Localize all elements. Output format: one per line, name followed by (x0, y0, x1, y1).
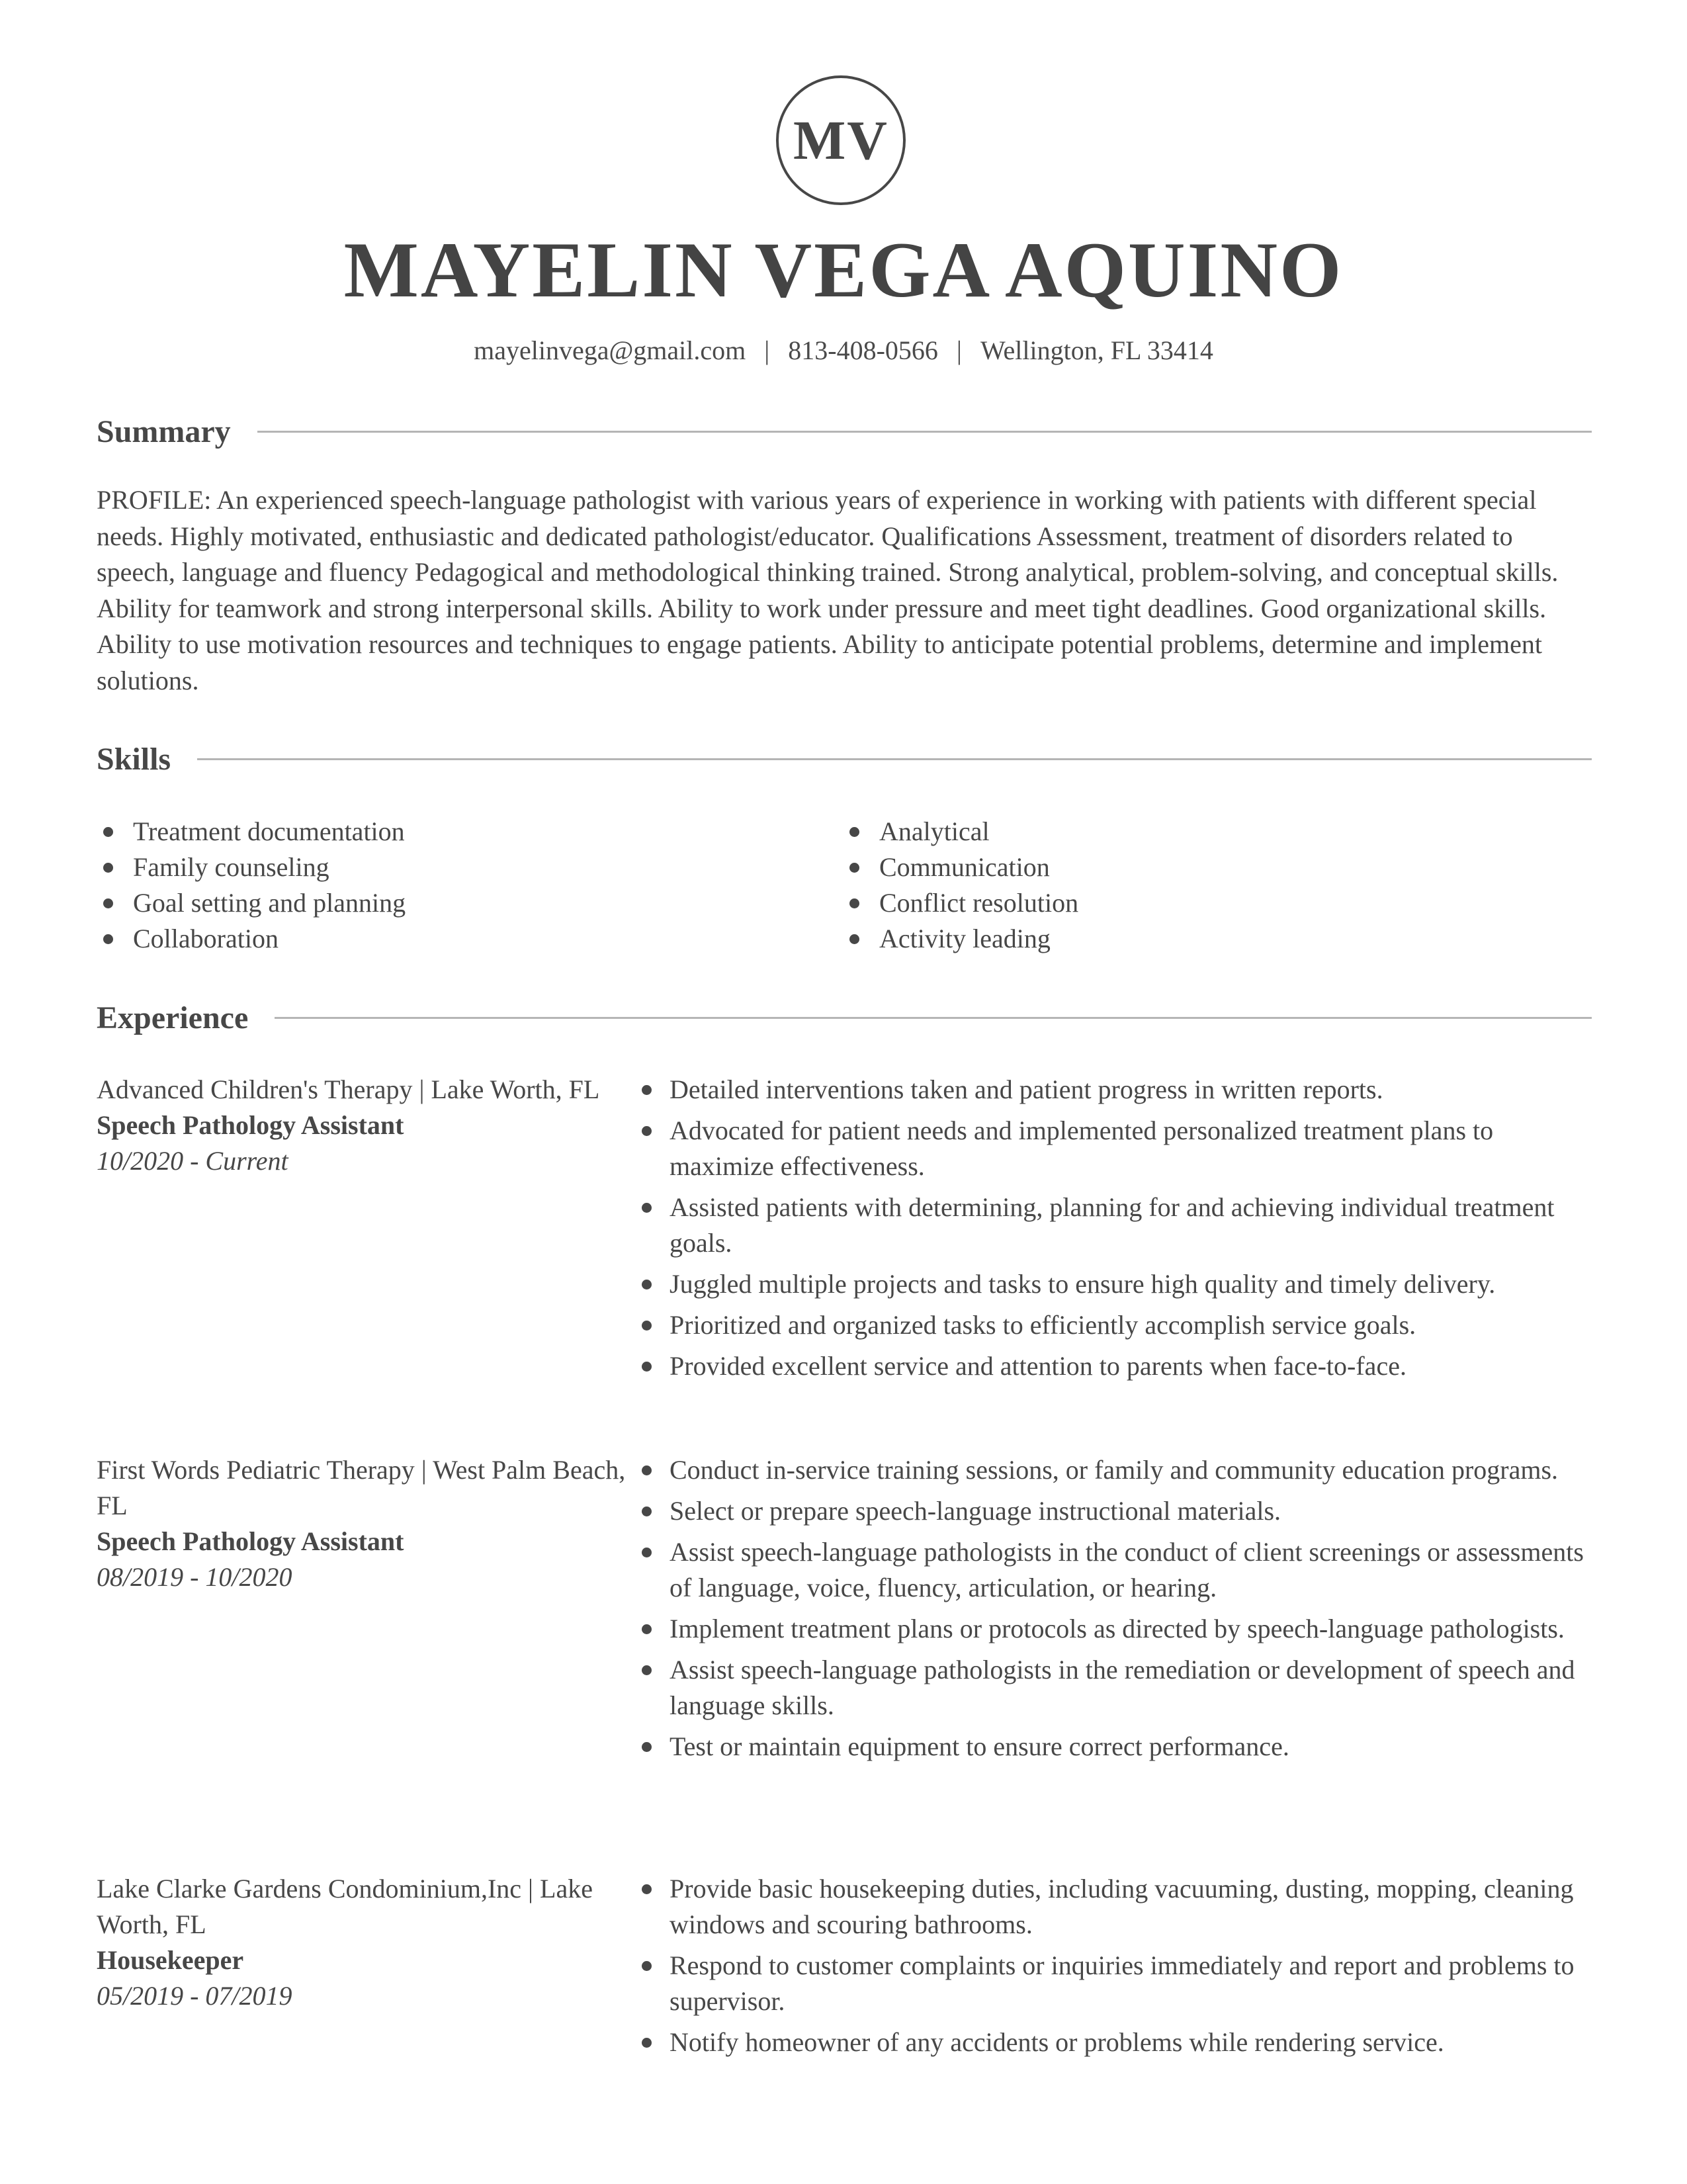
bullet-dot (642, 1203, 652, 1213)
skill-item (843, 814, 1078, 850)
section-divider (197, 758, 1592, 760)
bullet-dot (642, 1624, 652, 1634)
job-bullet (632, 1072, 1592, 1108)
bullet-dot (849, 863, 859, 873)
skill-label: Treatment documentation (133, 816, 405, 846)
skill-item (97, 850, 406, 885)
skill-label: Goal setting and planning (133, 888, 406, 918)
experience-heading: Experience (97, 1000, 249, 1035)
job-bullet (632, 2025, 1592, 2060)
job-bullet (632, 1190, 1592, 1261)
job-company: Advanced Children's Therapy | Lake Worth, FL (97, 1074, 600, 1104)
contact-email: mayelinvega@gmail.com (474, 335, 746, 365)
bullet-dot (642, 1742, 652, 1752)
skill-label: Communication (879, 852, 1050, 882)
bullet-text: Test or maintain equipment to ensure correct performance. (670, 1731, 1289, 1761)
bullet-dot (849, 898, 859, 908)
skill-label: Collaboration (133, 924, 279, 953)
job-bullet (632, 1652, 1592, 1724)
job-bullet (632, 1534, 1592, 1606)
job-details (97, 1452, 626, 1595)
bullet-text: Assisted patients with determining, planning for and achieving individual treatment goals. (670, 1192, 1555, 1258)
monogram-badge: MV (776, 75, 906, 205)
job-bullets (632, 1072, 1592, 1389)
job-company: Lake Clarke Gardens Condominium,Inc | Lake Worth, FL (97, 1874, 593, 1939)
job-bullet (632, 1611, 1592, 1647)
job-title: Speech Pathology Assistant (97, 1526, 404, 1556)
bullet-text: Select or prepare speech-language instructional materials. (670, 1496, 1281, 1526)
contact-separator: | (764, 335, 770, 365)
summary-heading: Summary (97, 414, 231, 449)
bullet-text: Implement treatment plans or protocols as directed by speech-language pathologists. (670, 1614, 1565, 1643)
bullet-dot (642, 1465, 652, 1475)
bullet-text: Assist speech-language pathologists in the conduct of client screenings or assessments of language, voice, fluency, articulation, or hearing. (670, 1537, 1584, 1602)
summary-text: PROFILE: An experienced speech-language pathologist with various years of experience in working with patients with different special needs. Highly motivated, enthusiastic and dedicated pathologist/educator. Qualifications Assessment, treatment of disorders related to speech, language and fluency Pedagogical and methodological thinking trained. Strong analytical, problem-solving, and conceptual skills. Ability for teamwork and strong interpersonal skills. Ability to work under pressure and meet tight deadlines. Good organizational skills. Ability to use motivation resources and techniques to engage patients. Ability to anticipate potential problems, determine and implement solutions. (97, 485, 1559, 695)
contact-line (0, 332, 1687, 369)
job-bullet (632, 1493, 1592, 1529)
skill-item (97, 885, 406, 921)
job-bullet (632, 1348, 1592, 1384)
skill-item (97, 814, 406, 850)
job-title: Speech Pathology Assistant (97, 1110, 404, 1140)
skill-label: Conflict resolution (879, 888, 1079, 918)
job-bullet (632, 1729, 1592, 1765)
job-bullet (632, 1871, 1592, 1943)
skill-label: Family counseling (133, 852, 329, 882)
bullet-text: Juggled multiple projects and tasks to ensure high quality and timely delivery. (670, 1269, 1496, 1299)
bullet-dot (642, 2038, 652, 2048)
bullet-dot (642, 1961, 652, 1971)
bullet-text: Respond to customer complaints or inquiries immediately and report and problems to supervisor. (670, 1950, 1575, 2016)
skill-item (843, 921, 1078, 957)
skill-item (843, 850, 1078, 885)
contact-separator: | (956, 335, 962, 365)
job-bullet (632, 1948, 1592, 2019)
bullet-dot (849, 934, 859, 944)
bullet-text: Prioritized and organized tasks to efficiently accomplish service goals. (670, 1310, 1416, 1340)
job-bullet (632, 1452, 1592, 1488)
job-bullet (632, 1307, 1592, 1343)
bullet-text: Detailed interventions taken and patient progress in written reports. (670, 1074, 1383, 1104)
skill-item (843, 885, 1078, 921)
bullet-dot (642, 1280, 652, 1289)
contact-location: Wellington, FL 33414 (980, 335, 1213, 365)
bullet-dot (103, 898, 113, 908)
bullet-dot (642, 1665, 652, 1675)
bullet-dot (642, 1884, 652, 1894)
bullet-dot (642, 1126, 652, 1136)
skills-list-right (843, 814, 1078, 957)
bullet-text: Provided excellent service and attention to parents when face-to-face. (670, 1351, 1406, 1381)
bullet-dot (849, 827, 859, 837)
summary-section-header (97, 408, 1592, 455)
job-bullets (632, 1871, 1592, 2066)
bullet-text: Provide basic housekeeping duties, including vacuuming, dusting, mopping, cleaning windows and scouring bathrooms. (670, 1874, 1574, 1939)
bullet-dot (642, 1507, 652, 1516)
job-bullet (632, 1113, 1592, 1184)
bullet-dot (642, 1548, 652, 1557)
bullet-dot (642, 1321, 652, 1331)
skill-label: Activity leading (879, 924, 1051, 953)
job-title: Housekeeper (97, 1945, 244, 1975)
job-details (97, 1871, 626, 2014)
job-details (97, 1072, 626, 1179)
section-divider (257, 431, 1592, 433)
skills-heading: Skills (97, 741, 171, 777)
bullet-text: Conduct in-service training sessions, or family and community education programs. (670, 1455, 1559, 1485)
job-dates: 10/2020 - Current (97, 1146, 288, 1176)
bullet-dot (642, 1362, 652, 1372)
bullet-text: Notify homeowner of any accidents or problems while rendering service. (670, 2027, 1444, 2057)
bullet-dot (103, 827, 113, 837)
section-divider (275, 1017, 1592, 1019)
job-dates: 08/2019 - 10/2020 (97, 1562, 292, 1592)
job-bullets (632, 1452, 1592, 1770)
contact-phone: 813-408-0566 (788, 335, 938, 365)
bullet-text: Assist speech-language pathologists in the remediation or development of speech and language skills. (670, 1655, 1575, 1720)
bullet-dot (642, 1085, 652, 1095)
skill-label: Analytical (879, 816, 990, 846)
skill-item (97, 921, 406, 957)
job-bullet (632, 1266, 1592, 1302)
bullet-dot (103, 863, 113, 873)
bullet-text: Advocated for patient needs and implemented personalized treatment plans to maximize effectiveness. (670, 1115, 1494, 1181)
skills-list-left (97, 814, 406, 957)
job-dates: 05/2019 - 07/2019 (97, 1981, 292, 2011)
experience-section-header (97, 994, 1592, 1041)
skills-section-header (97, 736, 1592, 782)
bullet-dot (103, 934, 113, 944)
job-company: First Words Pediatric Therapy | West Palm Beach, FL (97, 1455, 626, 1520)
candidate-name: MAYELIN VEGA AQUINO (343, 226, 1344, 314)
